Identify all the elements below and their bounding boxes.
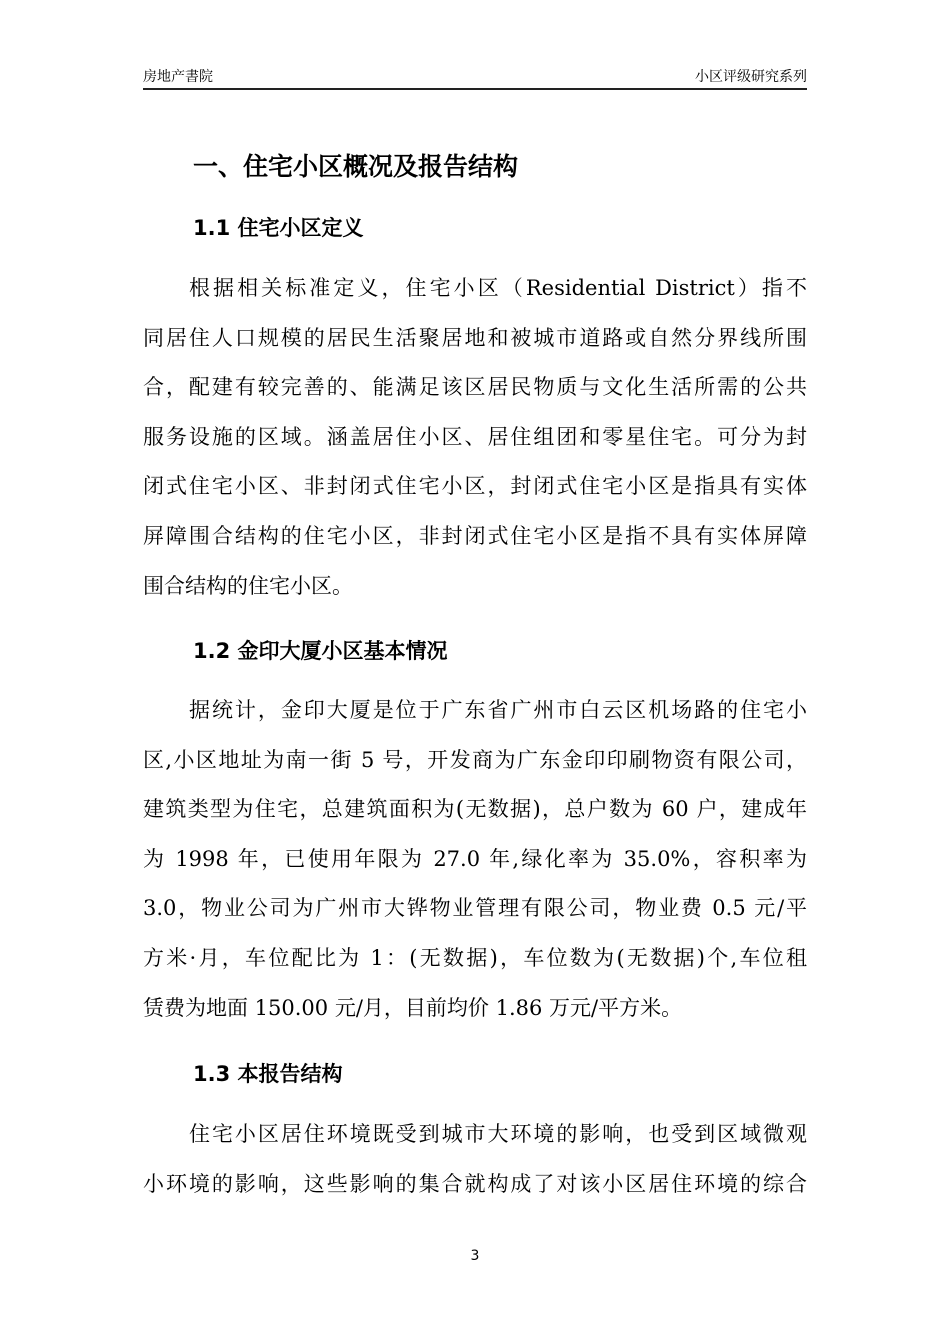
text-line: 为 1998 年，已使用年限为 27.0 年,绿化率为 35.0%，容积率为: [143, 846, 807, 871]
text-line: 3.0，物业公司为广州市大铧物业管理有限公司，物业费 0.5 元/平: [143, 896, 807, 921]
paragraph-report-structure: [143, 1110, 807, 1209]
text-line: 建筑类型为住宅，总建筑面积为(无数据)，总户数为 60 户，建成年: [143, 797, 807, 822]
text-line: 住宅小区居住环境既受到城市大环境的影响，也受到区域微观: [189, 1122, 807, 1146]
text-line: 屏障围合结构的住宅小区，非封闭式住宅小区是指不具有实体屏障: [143, 523, 807, 548]
text-line: 服务设施的区域。涵盖居住小区、居住组团和零星住宅。可分为封: [143, 424, 807, 449]
section-heading-1-1: 1.1 住宅小区定义: [193, 216, 364, 240]
header-left: 房地产書院: [143, 69, 213, 85]
text-line: 方米·月，车位配比为 1：(无数据)，车位数为(无数据)个,车位租: [143, 945, 807, 970]
text-line: 小环境的影响，这些影响的集合就构成了对该小区居住环境的综合: [143, 1171, 807, 1196]
header-rule: [143, 88, 807, 90]
header-right: 小区评级研究系列: [695, 69, 807, 85]
text-line: 闭式住宅小区、非封闭式住宅小区，封闭式住宅小区是指具有实体: [143, 474, 807, 499]
page-number: 3: [470, 1248, 480, 1264]
section-heading-1-3: 1.3 本报告结构: [193, 1062, 343, 1086]
section-heading-1-2: 1.2 金印大厦小区基本情况: [193, 639, 448, 663]
chapter-title: 一、住宅小区概况及报告结构: [193, 152, 519, 181]
text-line: 赁费为地面 150.00 元/月，目前均价 1.86 万元/平方米。: [143, 995, 683, 1020]
text-line: 区,小区地址为南一街 5 号，开发商为广东金印印刷物资有限公司，: [143, 747, 807, 772]
paragraph-definition: [143, 264, 807, 611]
text-line: 合，配建有较完善的、能满足该区居民物质与文化生活所需的公共: [143, 375, 807, 400]
text-line: 围合结构的住宅小区。: [143, 573, 353, 598]
text-line: 同居住人口规模的居民生活聚居地和被城市道路或自然分界线所围: [143, 325, 807, 350]
paragraph-basic-info: [143, 686, 807, 1033]
text-line: 据统计，金印大厦是位于广东省广州市白云区机场路的住宅小: [189, 698, 807, 722]
text-line: 根据相关标准定义，住宅小区（Residential District）指不: [189, 276, 807, 300]
